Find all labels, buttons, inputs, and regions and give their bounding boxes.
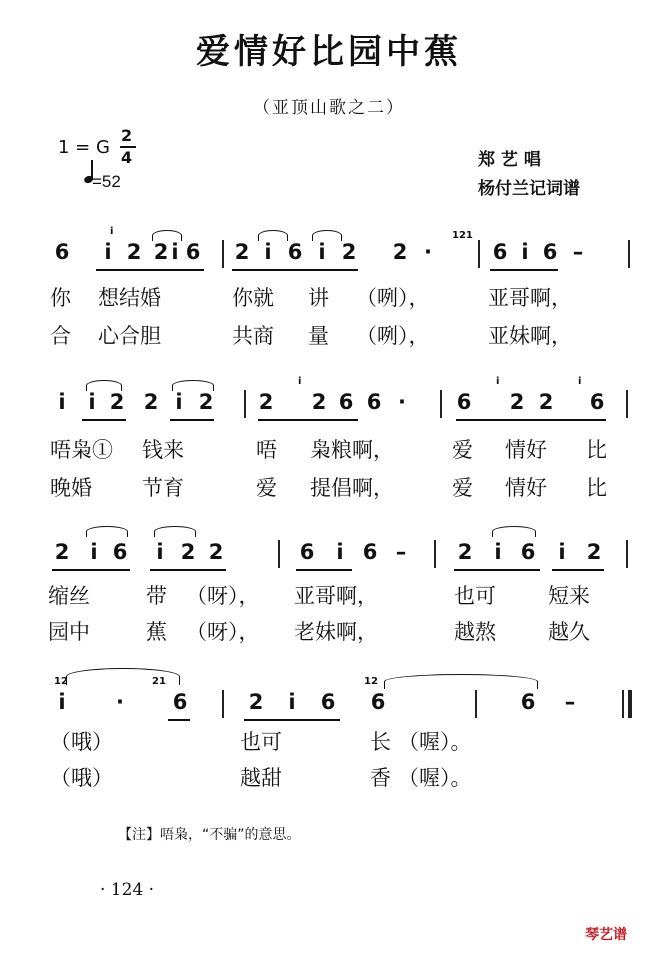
note: 6 [338,390,354,414]
note: 2 [126,240,142,264]
note: i [288,690,296,714]
note: i [558,540,566,564]
bar-line [478,240,480,268]
beam-underline [170,419,214,421]
song-title: 爱情好比园中蕉 [196,32,462,72]
lyrics-verse-1 [0,726,658,756]
lyric: 情好 [505,476,547,500]
note: · [398,390,406,414]
grace-note: 121 [452,230,473,241]
lyric: 枭粮啊， [310,438,394,462]
note: 6 [54,240,70,264]
note: 2 [509,390,525,414]
beam-underline [490,269,558,271]
page-number: · 124 · [100,880,155,900]
note: 6 [520,690,536,714]
note: 2 [208,540,224,564]
lyric: 蕉 [146,620,167,644]
lyric: 比 [586,438,607,462]
lyric: （呀）， [186,620,260,644]
bar-line [434,540,436,568]
note: 2 [143,390,159,414]
bar-line [244,390,246,418]
note: 6 [112,540,128,564]
slur [86,380,122,391]
lyric: 唔 [256,438,277,462]
lyric: （哦） [50,730,113,754]
note: i [494,540,502,564]
notator-credit: 杨付兰记词谱 [478,179,580,199]
note: – [572,240,584,264]
lyric: 钱来 [142,438,184,462]
note: i [175,390,183,414]
slur [154,526,196,537]
lyric: 缩丝 [48,584,90,608]
meter-bottom: 4 [121,148,133,167]
lyrics-verse-2 [0,320,658,350]
lyric: 唔枭① [50,438,113,462]
lyric: 心合胆 [98,324,161,348]
lyric: 爱 [256,476,277,500]
final-bar-thin [622,690,624,718]
lyrics-verse-2 [0,616,658,646]
lyric: 你就 [232,286,274,310]
lyrics-verse-1 [0,434,658,464]
beam-underline [150,569,226,571]
beam-underline [52,569,130,571]
lyric: 越熬 [454,620,496,644]
note: 2 [586,540,602,564]
note: 6 [299,540,315,564]
lyric: 亚哥啊， [488,286,572,310]
bar-line [278,540,280,568]
lyric: （哦） [50,766,113,790]
lyrics-verse-1 [0,282,658,312]
note: · [424,240,432,264]
slur [152,230,182,241]
lyric: 合 [50,324,71,348]
lyric: 老妹啊， [294,620,378,644]
beam-underline [96,269,204,271]
note: i [336,540,344,564]
lyric: 也可 [240,730,282,754]
bar-line [440,390,442,418]
note: i [90,540,98,564]
lyric: 长 [370,730,391,754]
lyric: 比 [586,476,607,500]
lyric: 节育 [142,476,184,500]
final-bar-thick [628,690,632,718]
lyric: 你 [50,286,71,310]
beam-underline [258,419,358,421]
notation-row [0,690,658,720]
grace-note: 12 [54,676,68,687]
bar-line [222,240,224,268]
note: 6 [520,540,536,564]
lyric: 亚哥啊， [294,584,378,608]
note: – [395,540,407,564]
grace-note: i [578,376,582,387]
note: 6 [589,390,605,414]
beam-underline [82,419,126,421]
note: · [116,690,124,714]
key-signature: 1 = G [58,137,110,158]
beam-underline [552,569,604,571]
note: i [58,390,66,414]
note: i [521,240,529,264]
lyric: （喔）。 [398,730,472,754]
note: 2 [54,540,70,564]
note: 2 [153,240,169,264]
bar-line [222,690,224,718]
notation-row [0,390,658,420]
note: 6 [456,390,472,414]
bar-line [626,390,628,418]
beam-underline [296,569,352,571]
lyrics-verse-2 [0,472,658,502]
lyrics-verse-1 [0,580,658,610]
note: 2 [341,240,357,264]
note: i [104,240,112,264]
lyric: 亚妹啊， [488,324,572,348]
note: i [88,390,96,414]
note: 2 [109,390,125,414]
footnote: 【注】唔枭，“不骗”的意思。 [118,827,301,843]
lyric: 香 [370,766,391,790]
note: 6 [492,240,508,264]
note: 2 [538,390,554,414]
note: 2 [198,390,214,414]
note: 6 [185,240,201,264]
lyric: 园中 [48,620,90,644]
beam-underline [232,269,358,271]
grace-note: 12 [364,676,378,687]
note: 2 [180,540,196,564]
lyric: （咧）， [356,286,430,310]
bar-line [628,240,630,268]
beam-underline [244,719,340,721]
lyric: 讲 [308,286,329,310]
lyric: （喔）。 [398,766,472,790]
grace-note: i [110,226,114,237]
bar-line [475,690,477,718]
note: – [564,690,576,714]
lyric: 共商 [232,324,274,348]
beam-underline [456,419,606,421]
slur [492,526,536,537]
note: 6 [370,690,386,714]
note: 2 [234,240,250,264]
lyric: 情好 [505,438,547,462]
singer-credit: 郑 艺 唱 [478,150,541,170]
note: 6 [320,690,336,714]
lyric: 爱 [452,438,473,462]
bar-line [626,540,628,568]
slur [172,380,214,391]
note: 2 [457,540,473,564]
note: 2 [311,390,327,414]
note: i [171,240,179,264]
song-subtitle: （亚顶山歌之二） [253,98,405,118]
note: 6 [366,390,382,414]
notation-row [0,240,658,270]
note: 6 [287,240,303,264]
note: 6 [362,540,378,564]
notation-row [0,540,658,570]
note: 2 [248,690,264,714]
note: 2 [392,240,408,264]
note: i [318,240,326,264]
lyric: 爱 [452,476,473,500]
slur [312,230,342,241]
lyric: （咧）， [356,324,430,348]
grace-note: i [496,376,500,387]
beam-underline [168,719,190,721]
lyric: 越甜 [240,766,282,790]
tempo-marking: =52 [92,172,121,191]
lyric: 带 [146,584,167,608]
grace-note: 21 [152,676,166,687]
slur [258,230,288,241]
note: 6 [542,240,558,264]
beam-underline [454,569,540,571]
meter-top: 2 [121,126,133,145]
note: i [264,240,272,264]
slur [86,526,128,537]
lyric: 晚婚 [50,476,92,500]
lyric: 想结婚 [98,286,161,310]
lyric: 提倡啊， [310,476,394,500]
grace-note: i [298,376,302,387]
tie [384,674,538,689]
lyric: 越久 [548,620,590,644]
watermark-logo: 琴艺谱 [585,927,627,943]
lyric: 也可 [454,584,496,608]
lyrics-verse-2 [0,762,658,792]
lyric: 量 [308,324,329,348]
note: 6 [172,690,188,714]
note: i [156,540,164,564]
lyric: 短来 [548,584,590,608]
lyric: （呀）， [186,584,260,608]
note: i [58,690,66,714]
note: 2 [258,390,274,414]
